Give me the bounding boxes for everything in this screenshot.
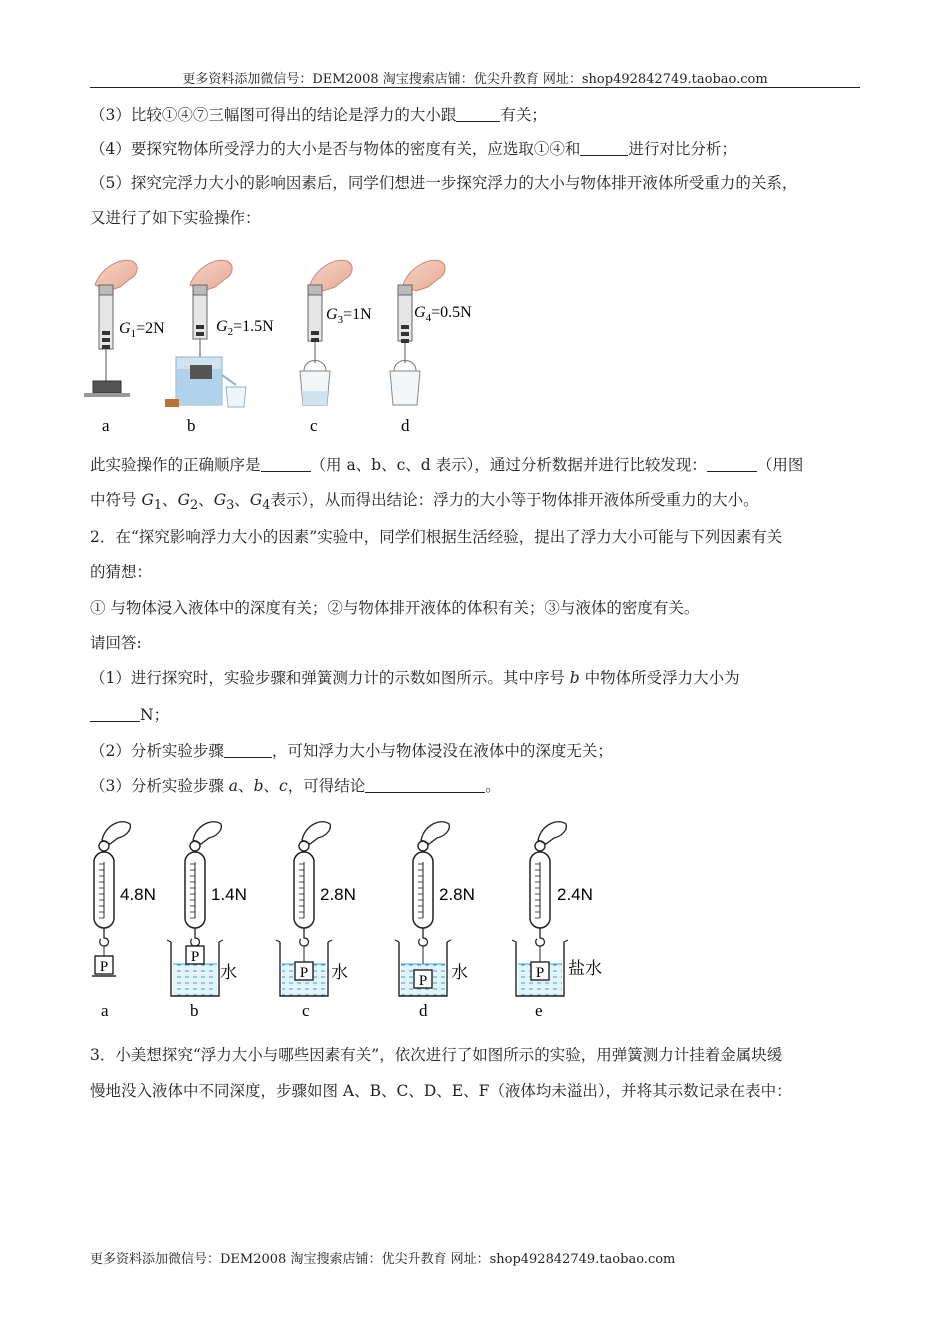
q1-part3: （3）比较①④⑦三幅图可得出的结论是浮力的大小跟 有关； (90, 106, 547, 124)
header-rule (90, 87, 860, 88)
block-label: P (418, 973, 428, 989)
fig2-label-a: a (101, 1001, 109, 1020)
blank[interactable] (707, 456, 757, 473)
fig2-setup-e (512, 822, 568, 996)
figure-1 (0, 245, 950, 445)
q3-line1: 3．小美想探究“浮力大小与哪些因素有关”，依次进行了如图所示的实验，用弹簧测力计挂着金属块缓 (90, 1046, 783, 1064)
blank[interactable] (224, 742, 272, 759)
fig1-reading-d: $G_4=0.5N$ (414, 304, 472, 324)
fig2-label-b: b (190, 1001, 199, 1020)
fig2-liquid-b: 水 (220, 963, 237, 983)
fig2-liquid-e: 盐水 (568, 959, 602, 979)
fig1-label-c: c (310, 416, 318, 435)
fig2-liquid-c: 水 (331, 963, 348, 983)
blank[interactable] (365, 777, 485, 794)
q1-part5-line2: 又进行了如下实验操作： (90, 209, 261, 227)
q1-part4: （4）要探究物体所受浮力的大小是否与物体的密度有关，应选取①④和 进行对比分析； (90, 140, 737, 158)
q2-part3: （3）分析实验步骤 a、b、c，可得结论 。 (90, 777, 501, 795)
fig1-reading-a: $G_1=2N$ (119, 320, 165, 340)
q2-part2: （2）分析实验步骤 ，可知浮力大小与物体浸没在液体中的深度无关； (90, 742, 613, 760)
figure-2 (0, 818, 950, 1028)
page-header: 更多资料添加微信号：DEM2008 淘宝搜索店铺：优尖升教育 网址：shop492842749.taobao.com (182, 72, 768, 87)
blank[interactable] (261, 456, 311, 473)
q2-part1: （1）进行探究时，实验步骤和弹簧测力计的示数如图所示。其中序号 b 中物体所受浮力大小为 (90, 669, 740, 687)
fig2-reading-c: 2.8N (320, 885, 356, 904)
fig1-setup-c (300, 260, 352, 405)
q3-line2: 慢地没入液体中不同深度，步骤如图 A、B、C、D、E、F（液体均未溢出），并将其示数记录在表中： (90, 1082, 792, 1100)
q2-line4: 请回答: (90, 634, 142, 652)
q1-part3-text: （3）比较①④⑦三幅图可得出的结论是浮力的大小跟 (90, 106, 457, 124)
fig2-reading-a: 4.8N (120, 885, 156, 904)
fig2-liquid-d: 水 (451, 963, 468, 983)
fig1-label-d: d (401, 416, 410, 435)
q1-order-line1: 此实验操作的正确顺序是 （用 a、b、c、d 表示），通过分析数据并进行比较发现： （用图 (90, 456, 804, 474)
fig2-setup-b (167, 822, 223, 996)
fig1-reading-c: $G_3=1N$ (326, 306, 372, 326)
fig1-label-b: b (187, 416, 196, 435)
block-label: P (535, 965, 545, 981)
q2-line3: ① 与物体浸入液体中的深度有关；②与物体排开液体的体积有关；③与液体的密度有关。 (90, 599, 700, 617)
block-label: P (99, 959, 109, 975)
fig2-reading-b: 1.4N (211, 885, 247, 904)
q2-part1-cont: N； (90, 703, 169, 725)
q2-line1: 2．在“探究影响浮力大小的因素”实验中，同学们根据生活经验，提出了浮力大小可能与下列因素有关 (90, 528, 783, 546)
blank[interactable] (580, 140, 628, 157)
block-label: P (190, 949, 200, 965)
fig2-label-d: d (419, 1001, 428, 1020)
fig2-setup-c (276, 822, 332, 996)
fig2-label-e: e (535, 1001, 543, 1020)
page-footer: 更多资料添加微信号：DEM2008 淘宝搜索店铺：优尖升教育 网址：shop492842749.taobao.com (90, 1252, 676, 1267)
q1-part5-line1: （5）探究完浮力大小的影响因素后，同学们想进一步探究浮力的大小与物体排开液体所受重力的关系， (90, 174, 798, 192)
blank[interactable] (456, 106, 500, 123)
fig1-setup-d (390, 260, 445, 405)
q2-line2: 的猜想： (90, 563, 153, 581)
block-label: P (299, 965, 309, 981)
fig1-label-a: a (102, 416, 110, 435)
fig2-reading-d: 2.8N (439, 885, 475, 904)
fig2-label-c: c (302, 1001, 310, 1020)
fig2-setup-d (395, 822, 451, 996)
fig1-reading-b: $G_2=1.5N$ (216, 318, 274, 338)
q1-order-line2: 中符号 $G_1$、$G_2$、$G_3$、$G_4$表示），从而得出结论：浮力的大小等于物体排开液体所受重力的大小。 (90, 491, 759, 514)
blank[interactable] (90, 706, 140, 723)
fig2-reading-e: 2.4N (557, 885, 593, 904)
